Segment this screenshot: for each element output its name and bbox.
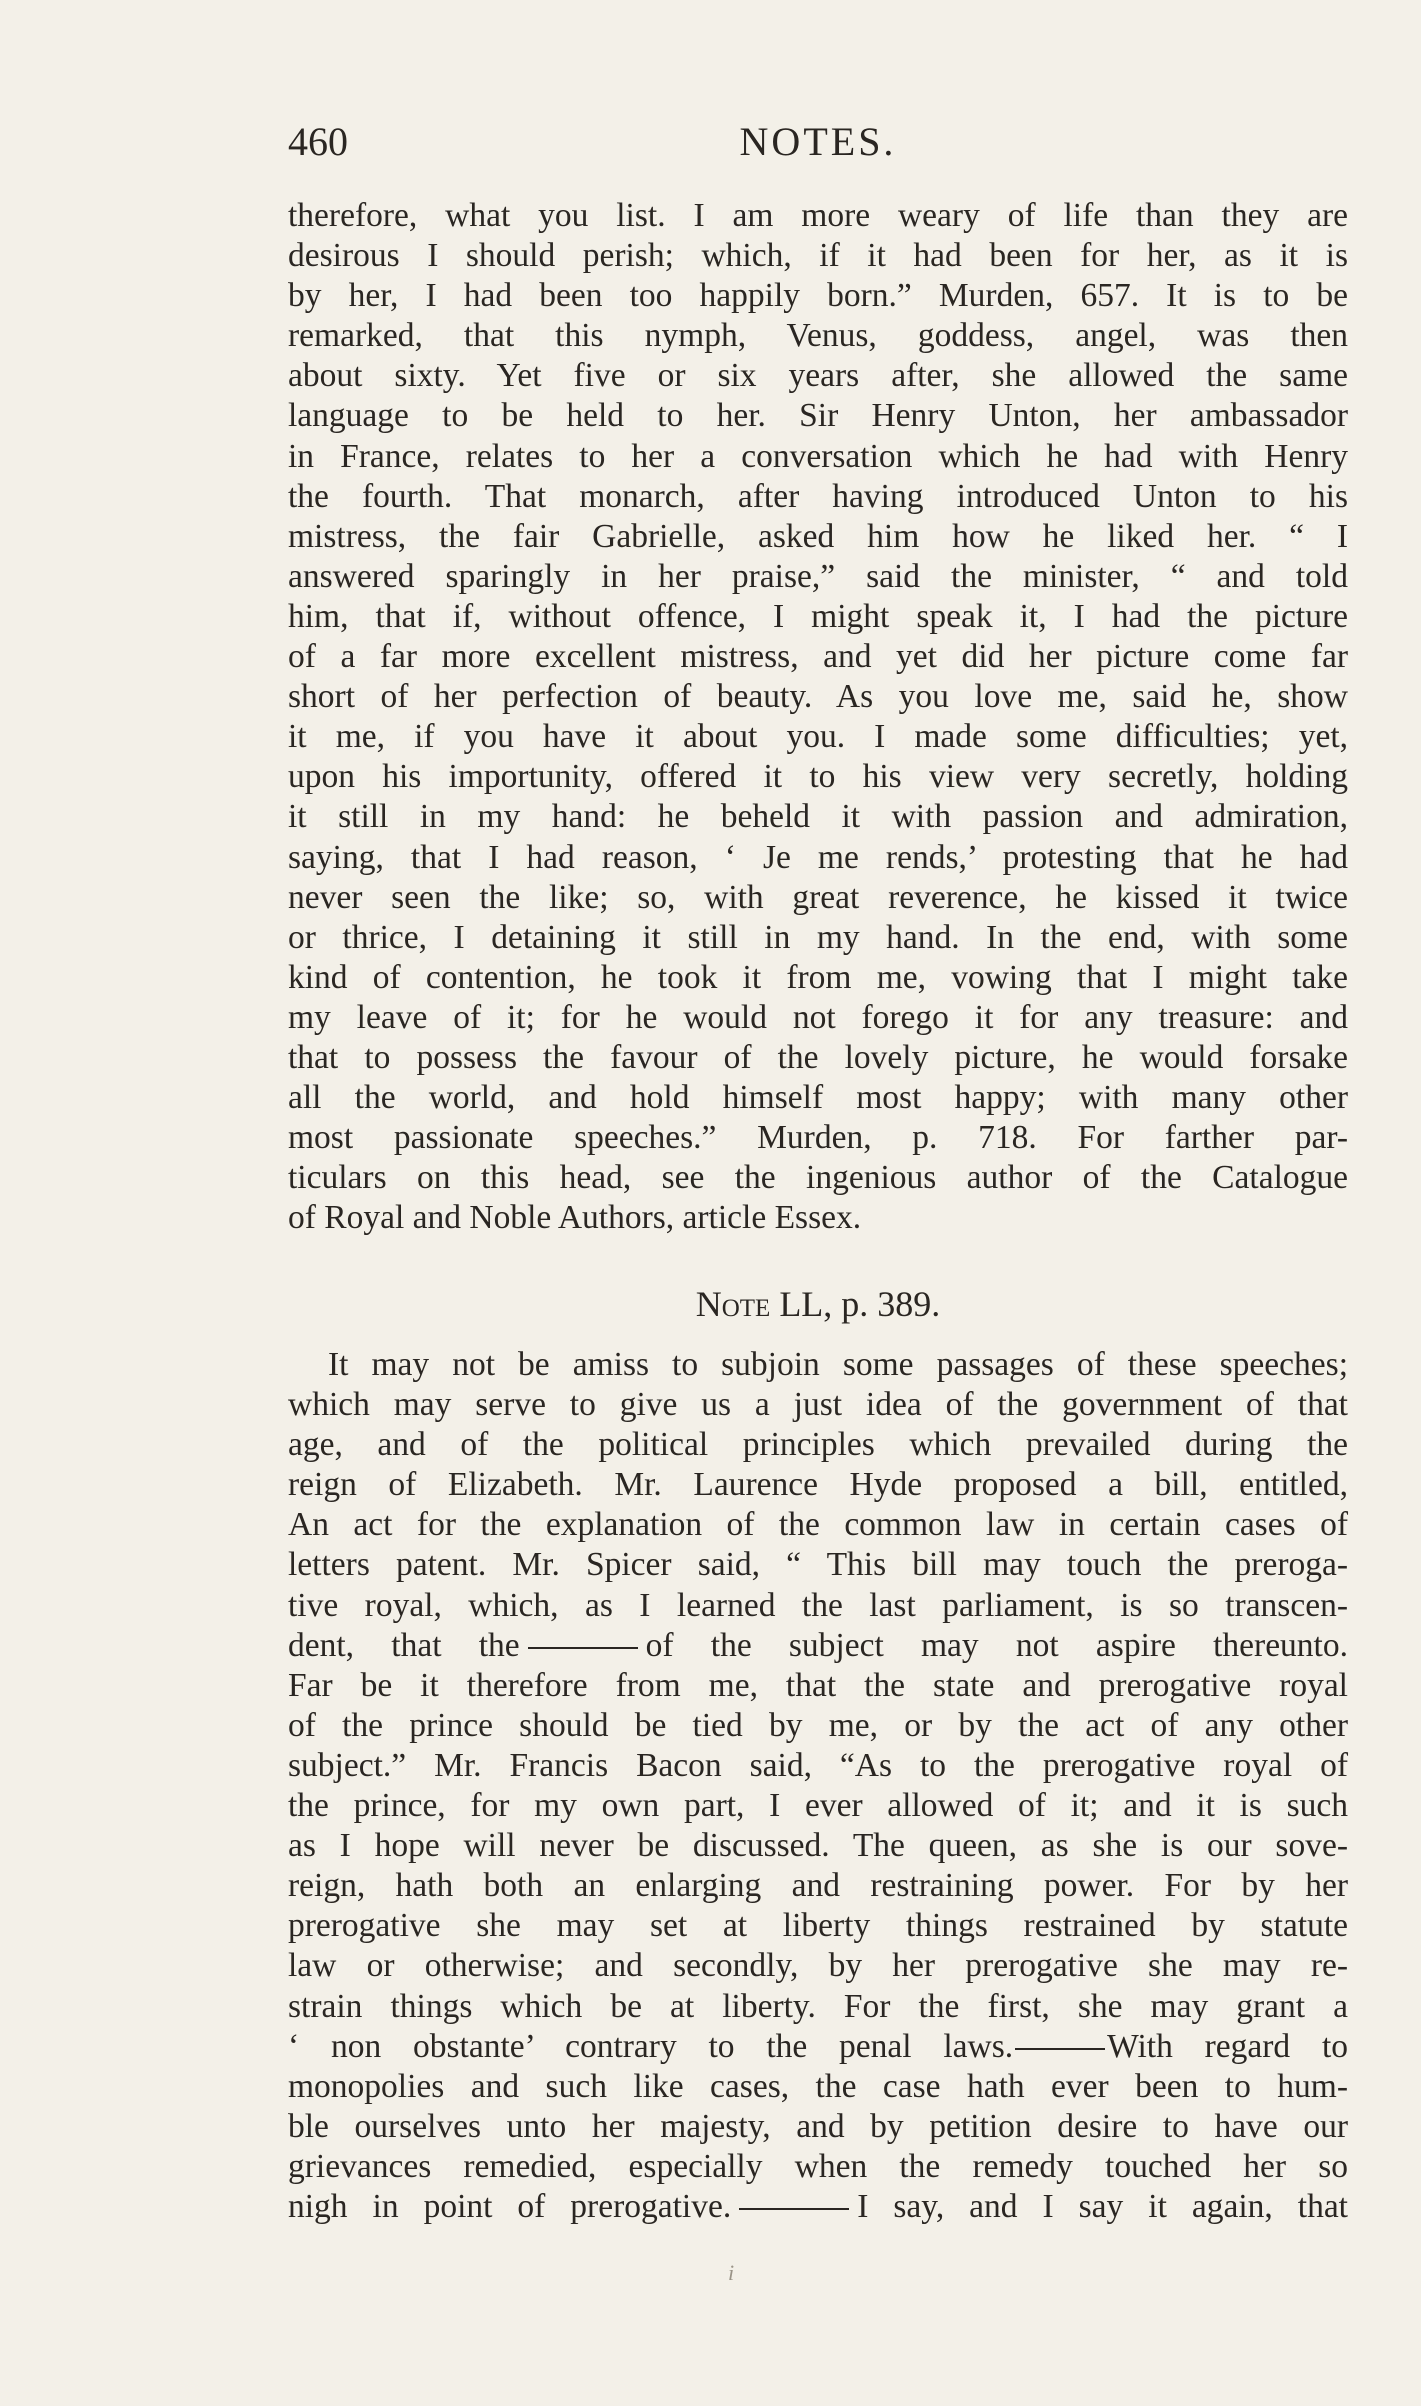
note-reference: LL, p. 389. — [779, 1284, 941, 1324]
note-label: Note — [695, 1284, 771, 1324]
text-line: subject.” Mr. Francis Bacon said, “As to the prerogative royal of — [288, 1746, 1348, 1784]
text-line: reign of Elizabeth. Mr. Laurence Hyde proposed a bill, entitled, — [288, 1466, 1348, 1504]
running-head: NOTES. — [739, 119, 897, 164]
text-line: therefore, what you list. I am more weary of life than they are — [288, 197, 1348, 234]
text-line-with-dash — [288, 2187, 1348, 2227]
text-line: of Royal and Noble Authors, article Essex. — [288, 1199, 862, 1237]
text-line: never seen the like; so, with great reverence, he kissed it twice — [288, 878, 1348, 916]
text-block-continuation — [288, 196, 1348, 1238]
text-line: age, and of the political principles which prevailed during the — [288, 1426, 1348, 1464]
line-part: ‘ non obstante’ contrary to the penal laws. — [288, 2027, 1014, 2065]
text-line: most passionate speeches.” Murden, p. 718. For farther par- — [288, 1119, 1348, 1157]
text-line: all the world, and hold himself most happy; with many other — [288, 1079, 1348, 1117]
page-mark: i — [728, 2260, 735, 2285]
text-line: It may not be amiss to subjoin some passages of these speeches; — [328, 1346, 1348, 1383]
text-line: answered sparingly in her praise,” said the minister, “ and told — [288, 557, 1348, 595]
text-line: Far be it therefore from me, that the state and prerogative royal — [288, 1666, 1348, 1704]
text-block-note-ll — [288, 1345, 1348, 2227]
note-heading — [288, 1283, 1348, 1325]
text-line: as I hope will never be discussed. The queen, as she is our sove- — [288, 1827, 1348, 1865]
text-line: it me, if you have it about you. I made some difficulties; yet, — [288, 718, 1348, 756]
text-line: the fourth. That monarch, after having introduced Unton to his — [288, 477, 1348, 515]
text-line: about sixty. Yet five or six years after, she allowed the same — [288, 357, 1348, 395]
text-line: kind of contention, he took it from me, vowing that I might take — [288, 958, 1348, 996]
em-dash-rule — [1015, 2048, 1105, 2050]
text-line-with-dash — [288, 2027, 1348, 2067]
page-header — [288, 118, 1348, 178]
text-line: strain things which be at liberty. For the first, she may grant a — [288, 1987, 1348, 2025]
text-line: it still in my hand: he beheld it with passion and admiration, — [288, 798, 1348, 836]
text-line: upon his importunity, offered it to his view very secretly, holding — [288, 758, 1348, 796]
text-line: remarked, that this nymph, Venus, goddess, angel, was then — [288, 317, 1348, 355]
text-line: language to be held to her. Sir Henry Unton, her ambassador — [288, 397, 1348, 435]
text-line: letters patent. Mr. Spicer said, “ This bill may touch the preroga- — [288, 1546, 1348, 1584]
text-line: desirous I should perish; which, if it had been for her, as it is — [288, 237, 1348, 275]
line-part: I say, and I say it again, that — [857, 2187, 1348, 2225]
text-line: monopolies and such like cases, the case hath ever been to hum- — [288, 2067, 1348, 2105]
text-line: or thrice, I detaining it still in my hand. In the end, with some — [288, 918, 1348, 956]
text-line: that to possess the favour of the lovely picture, he would forsake — [288, 1038, 1348, 1076]
line-part: of the subject may not aspire thereunto. — [645, 1626, 1348, 1664]
text-line: ticulars on this head, see the ingenious author of the Catalogue — [288, 1159, 1348, 1197]
text-line: which may serve to give us a just idea of the government of that — [288, 1386, 1348, 1424]
text-line: An act for the explanation of the common law in certain cases of — [288, 1506, 1348, 1544]
text-line: law or otherwise; and secondly, by her prerogative she may re- — [288, 1947, 1348, 1985]
line-part: With regard to — [1107, 2027, 1349, 2065]
text-line: saying, that I had reason, ‘ Je me rends,’ protesting that he had — [288, 838, 1348, 876]
text-line: in France, relates to her a conversation which he had with Henry — [288, 437, 1348, 475]
text-line: of a far more excellent mistress, and yet did her picture come far — [288, 638, 1348, 676]
em-dash-rule — [739, 2208, 849, 2210]
text-line: grievances remedied, especially when the remedy touched her so — [288, 2147, 1348, 2185]
text-line: my leave of it; for he would not forego it for any treasure: and — [288, 998, 1348, 1036]
em-dash-rule — [528, 1647, 638, 1649]
text-line: prerogative she may set at liberty things restrained by statute — [288, 1907, 1348, 1945]
text-line: ble ourselves unto her majesty, and by petition desire to have our — [288, 2107, 1348, 2145]
text-line: of the prince should be tied by me, or by the act of any other — [288, 1706, 1348, 1744]
line-part: dent, that the — [288, 1626, 520, 1664]
text-line-with-dash — [288, 1626, 1348, 1666]
text-line: reign, hath both an enlarging and restraining power. For by her — [288, 1867, 1348, 1905]
text-line: him, that if, without offence, I might speak it, I had the picture — [288, 597, 1348, 635]
text-line: the prince, for my own part, I ever allowed of it; and it is such — [288, 1787, 1348, 1825]
text-line: short of her perfection of beauty. As you love me, said he, show — [288, 678, 1348, 716]
page-number: 460 — [288, 119, 348, 164]
text-line: tive royal, which, as I learned the last parliament, is so transcen- — [288, 1586, 1348, 1624]
text-line: by her, I had been too happily born.” Murden, 657. It is to be — [288, 277, 1348, 315]
text-line: mistress, the fair Gabrielle, asked him how he liked her. “ I — [288, 517, 1348, 555]
line-part: nigh in point of prerogative. — [288, 2187, 732, 2225]
